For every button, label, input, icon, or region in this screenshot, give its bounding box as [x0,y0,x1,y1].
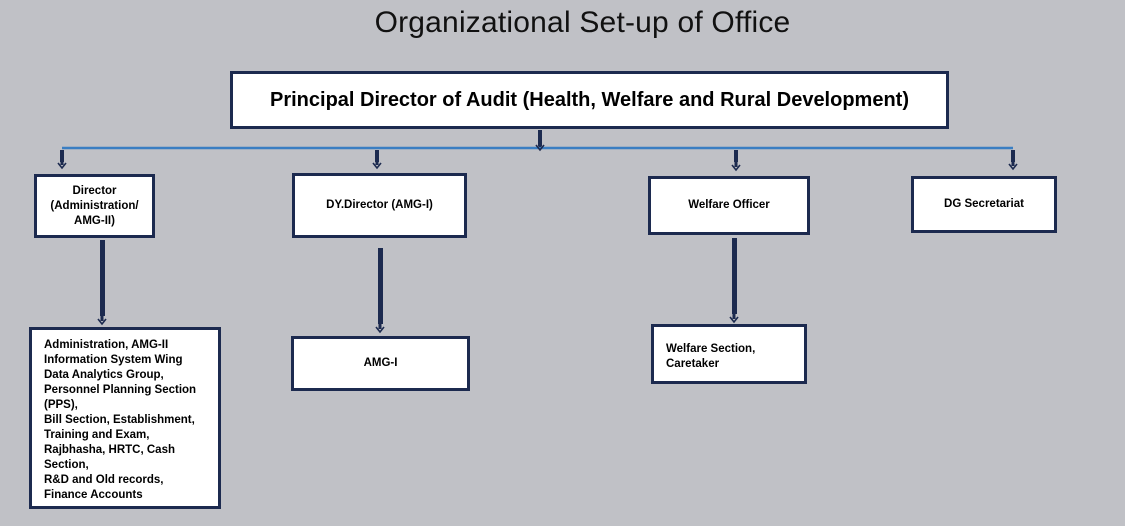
drop-admin-sections [100,240,105,316]
drop-welfare-section [732,238,737,314]
director-line-2: (Administration/ [50,199,139,212]
list-item: Data Analytics Group, [44,369,164,381]
welfare-section-box [651,324,807,384]
amg1-label: AMG-I [363,357,398,369]
dg-secretariat-label: DG Secretariat [944,198,1024,210]
amg1-box [291,336,470,391]
list-item: R&D and Old records, [44,474,164,486]
list-item: Administration, AMG-II [44,339,169,351]
director-box [34,174,155,238]
principal-director-label: Principal Director of Audit (Health, Welfare and Rural Development) [270,88,909,111]
director-line-3: AMG-II) [74,214,115,227]
director-line-1: Director [72,184,117,197]
dy-director-box [292,173,467,238]
list-item: Training and Exam, [44,429,150,441]
dg-secretariat-box [911,176,1057,233]
welfare-section-line-1: Welfare Section, [666,343,756,355]
list-item: Finance Accounts [44,489,143,501]
list-item: Personnel Planning Section [44,384,197,396]
welfare-officer-label: Welfare Officer [688,199,770,211]
admin-sections-box [29,327,221,509]
list-item: Section, [44,459,89,471]
welfare-officer-box [648,176,810,235]
page-title: Organizational Set-up of Office [374,6,791,39]
list-item: Information System Wing [44,354,183,366]
dy-director-label: DY.Director (AMG-I) [326,199,433,211]
principal-director-box [230,71,949,129]
drop-amg1 [378,248,383,324]
list-item: Rajbhasha, HRTC, Cash [44,444,175,456]
drop-welfare-officer [734,150,738,162]
list-item: (PPS), [44,399,78,411]
list-item: Bill Section, Establishment, [44,414,195,426]
welfare-section-line-2: Caretaker [666,358,720,370]
